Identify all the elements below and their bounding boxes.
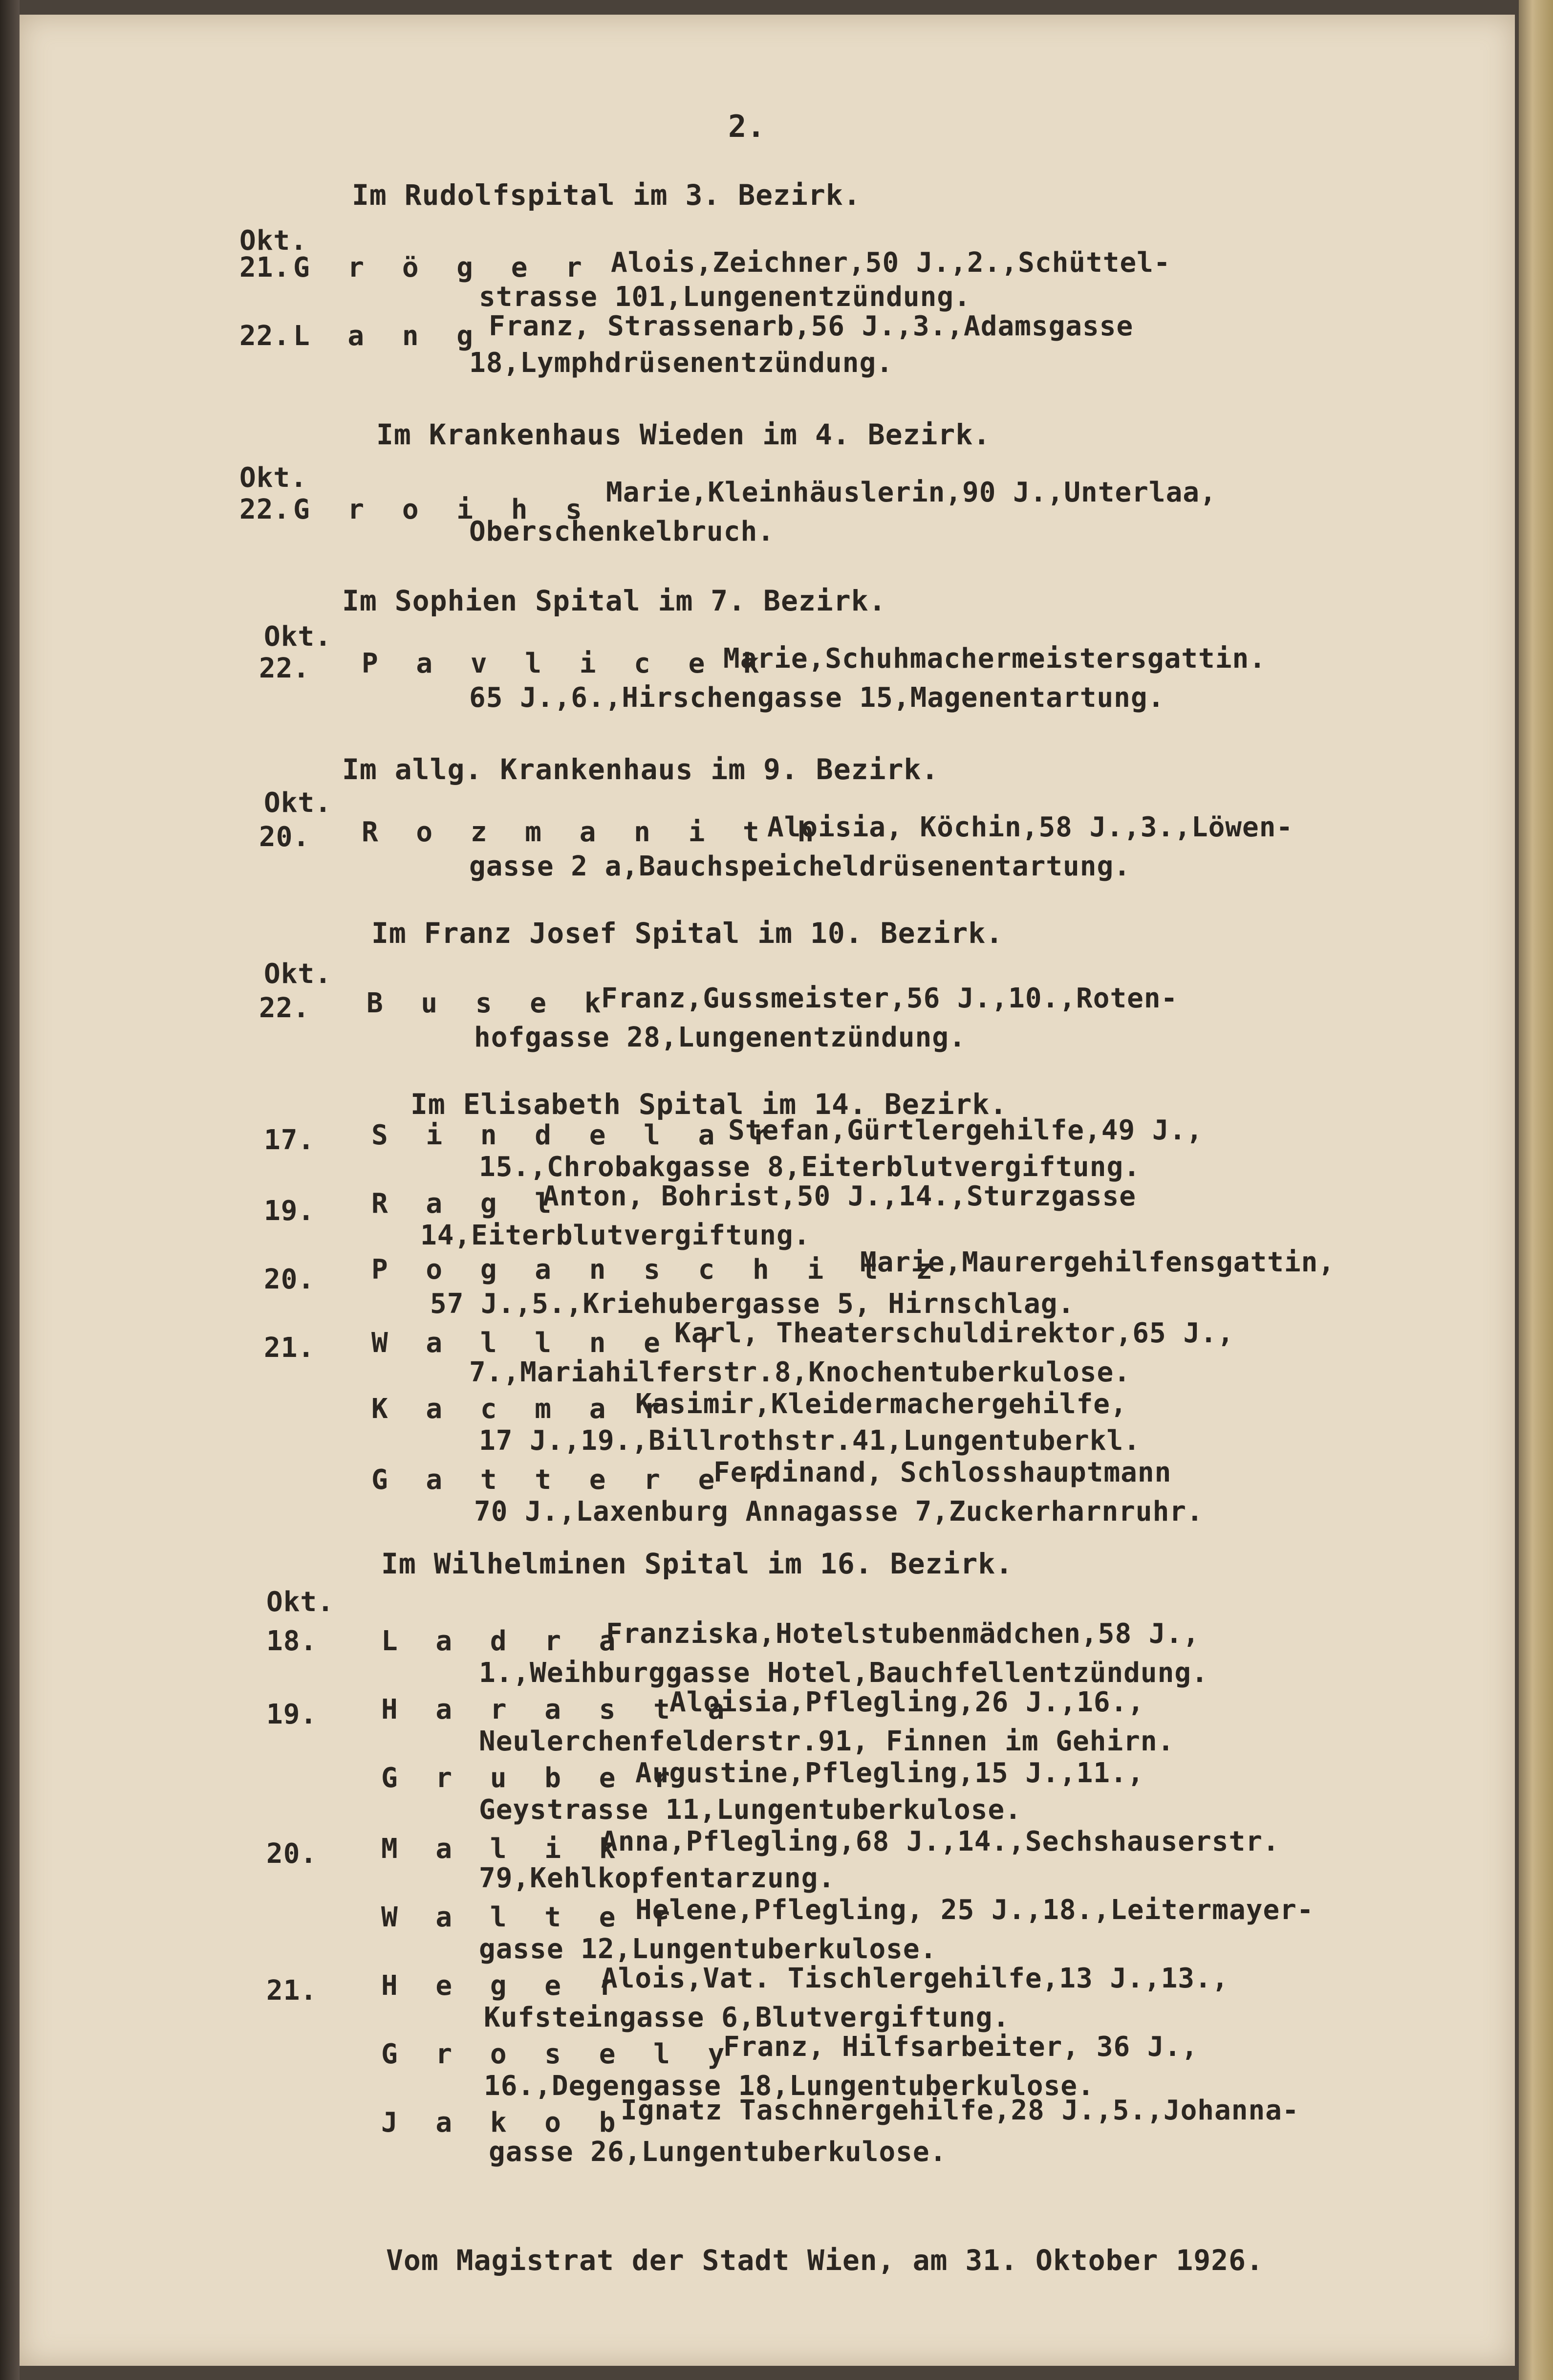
- entry-text: Franz, Strassenarb,56 J.,3.,Adamsgasse: [489, 310, 1134, 342]
- entry-text: Franz,Gussmeister,56 J.,10.,Roten-: [601, 983, 1178, 1014]
- entry-day: 22.: [239, 494, 291, 525]
- entry-day: 20.: [264, 1264, 315, 1295]
- entry-text: Marie,Maurergehilfensgattin,: [860, 1246, 1336, 1278]
- entry-text: Geystrasse 11,Lungentuberkulose.: [479, 1794, 1022, 1826]
- entry-surname: G r o i h s: [293, 494, 593, 525]
- month-label: Okt.: [264, 787, 332, 819]
- entry-surname: L a d r a: [381, 1625, 626, 1657]
- section-heading: Im allg. Krankenhaus im 9. Bezirk.: [342, 753, 939, 786]
- entry-text: strasse 101,Lungenentzündung.: [479, 281, 971, 313]
- entry-surname: G r ö g e r: [293, 252, 593, 284]
- entry-text: Stefan,Gürtlergehilfe,49 J.,: [728, 1114, 1204, 1146]
- adjacent-page-edge: [1519, 0, 1553, 2380]
- entry-text: Kufsteingasse 6,Blutvergiftung.: [484, 2002, 1010, 2033]
- entry-text: 7.,Mariahilferstr.8,Knochentuberkulose.: [469, 1356, 1131, 1388]
- entry-text: Oberschenkelbruch.: [469, 516, 775, 547]
- entry-day: 17.: [264, 1124, 315, 1156]
- month-label: Okt.: [264, 621, 332, 653]
- entry-text: Augustine,Pflegling,15 J.,11.,: [635, 1757, 1144, 1789]
- month-label: Okt.: [239, 225, 307, 257]
- entry-surname: W a l t e r: [381, 1901, 681, 1933]
- entry-surname: K a c m a r: [371, 1393, 671, 1425]
- entry-text: gasse 26,Lungentuberkulose.: [489, 2136, 947, 2168]
- entry-surname: W a l l n e r: [371, 1327, 726, 1359]
- entry-text: Ferdinand, Schlosshauptmann: [713, 1457, 1172, 1488]
- entry-day: 22.: [239, 320, 291, 352]
- entry-text: Helene,Pflegling, 25 J.,18.,Leitermayer-: [635, 1894, 1314, 1926]
- entry-surname: L a n g: [293, 320, 484, 352]
- entry-text: Anna,Pflegling,68 J.,14.,Sechshauserstr.: [601, 1826, 1280, 1857]
- entry-surname: M a l i k: [381, 1833, 626, 1865]
- entry-text: 1.,Weihburggasse Hotel,Bauchfellentzündung.: [479, 1657, 1208, 1689]
- entry-text: 17 J.,19.,Billrothstr.41,Lungentuberkl.: [479, 1425, 1141, 1457]
- month-label: Okt.: [239, 462, 307, 494]
- section-heading: Im Franz Josef Spital im 10. Bezirk.: [371, 917, 1004, 950]
- entry-text: Alois,Vat. Tischlergehilfe,13 J.,13.,: [601, 1963, 1229, 1994]
- month-label: Okt.: [266, 1586, 334, 1618]
- entry-day: 22.: [259, 653, 310, 684]
- entry-surname: H e g e r: [381, 1970, 626, 2002]
- entry-text: 70 J.,Laxenburg Annagasse 7,Zuckerharnruhr.: [474, 1496, 1204, 1528]
- entry-day: 21.: [266, 1975, 318, 2007]
- entry-text: 18,Lymphdrüsenentzündung.: [469, 347, 893, 379]
- entry-surname: B u s e k: [367, 987, 612, 1019]
- section-heading: Im Krankenhaus Wieden im 4. Bezirk.: [376, 418, 991, 451]
- entry-text: 16.,Degengasse 18,Lungentuberkulose.: [484, 2070, 1095, 2102]
- entry-surname: P o g a n s c h i t z: [371, 1254, 944, 1286]
- closing-signature-line: Vom Magistrat der Stadt Wien, am 31. Oktober 1926.: [386, 2244, 1264, 2277]
- entry-surname: P a v l i c e k: [362, 648, 770, 679]
- entry-day: 19.: [266, 1699, 318, 1730]
- month-label: Okt.: [264, 958, 332, 990]
- entry-text: gasse 12,Lungentuberkulose.: [479, 1933, 937, 1965]
- entry-surname: R a g l: [371, 1188, 562, 1220]
- entry-surname: G r u b e r: [381, 1762, 681, 1794]
- entry-text: 15.,Chrobakgasse 8,Eiterblutvergiftung.: [479, 1151, 1141, 1183]
- entry-surname: H a r a s t a: [381, 1694, 735, 1725]
- entry-text: Marie,Schuhmachermeistersgattin.: [723, 643, 1266, 675]
- entry-text: gasse 2 a,Bauchspeicheldrüsenentartung.: [469, 851, 1131, 882]
- entry-day: 22.: [259, 992, 310, 1024]
- entry-day: 21.: [264, 1332, 315, 1364]
- entry-text: 79,Kehlkopfentarzung.: [479, 1862, 836, 1894]
- entry-day: 19.: [264, 1195, 315, 1227]
- entry-day: 20.: [266, 1838, 318, 1870]
- section-heading: Im Rudolfspital im 3. Bezirk.: [352, 178, 861, 212]
- entry-surname: G a t t e r e r: [371, 1464, 780, 1496]
- entry-text: hofgasse 28,Lungenentzündung.: [474, 1022, 966, 1053]
- entry-text: Anton, Bohrist,50 J.,14.,Sturzgasse: [542, 1180, 1137, 1212]
- entry-text: Neulerchenfelderstr.91, Finnen im Gehirn.: [479, 1725, 1175, 1757]
- page-number: 2.: [728, 109, 766, 144]
- entry-text: Alois,Zeichner,50 J.,2.,Schüttel-: [611, 247, 1171, 279]
- entry-surname: S i n d e l a r: [371, 1119, 780, 1151]
- entry-text: Aloisia, Köchin,58 J.,3.,Löwen-: [767, 811, 1294, 843]
- entry-surname: G r o s e l y: [381, 2038, 735, 2070]
- entry-day: 18.: [266, 1625, 318, 1657]
- entry-surname: R o z m a n i t h: [362, 816, 825, 848]
- entry-text: Marie,Kleinhäuslerin,90 J.,Unterlaa,: [606, 477, 1217, 508]
- entry-text: 57 J.,5.,Kriehubergasse 5, Hirnschlag.: [430, 1288, 1075, 1320]
- entry-text: 65 J.,6.,Hirschengasse 15,Magenentartung.: [469, 682, 1165, 714]
- scan-left-shadow: [0, 0, 20, 2380]
- entry-day: 21.: [239, 252, 291, 284]
- entry-text: Franz, Hilfsarbeiter, 36 J.,: [723, 2031, 1199, 2063]
- entry-text: 14,Eiterblutvergiftung.: [420, 1220, 811, 1251]
- entry-day: 20.: [259, 821, 310, 853]
- section-heading: Im Elisabeth Spital im 14. Bezirk.: [410, 1088, 1008, 1121]
- entry-text: Franziska,Hotelstubenmädchen,58 J.,: [606, 1618, 1200, 1650]
- entry-text: Kasimir,Kleidermachergehilfe,: [635, 1388, 1127, 1420]
- entry-text: Ignatz Taschnergehilfe,28 J.,5.,Johanna-: [621, 2095, 1299, 2126]
- section-heading: Im Sophien Spital im 7. Bezirk.: [342, 584, 886, 617]
- entry-text: Aloisia,Pflegling,26 J.,16.,: [669, 1686, 1145, 1718]
- entry-surname: J a k o b: [381, 2107, 626, 2139]
- entry-text: Karl, Theaterschuldirektor,65 J.,: [674, 1317, 1234, 1349]
- section-heading: Im Wilhelminen Spital im 16. Bezirk.: [381, 1547, 1014, 1580]
